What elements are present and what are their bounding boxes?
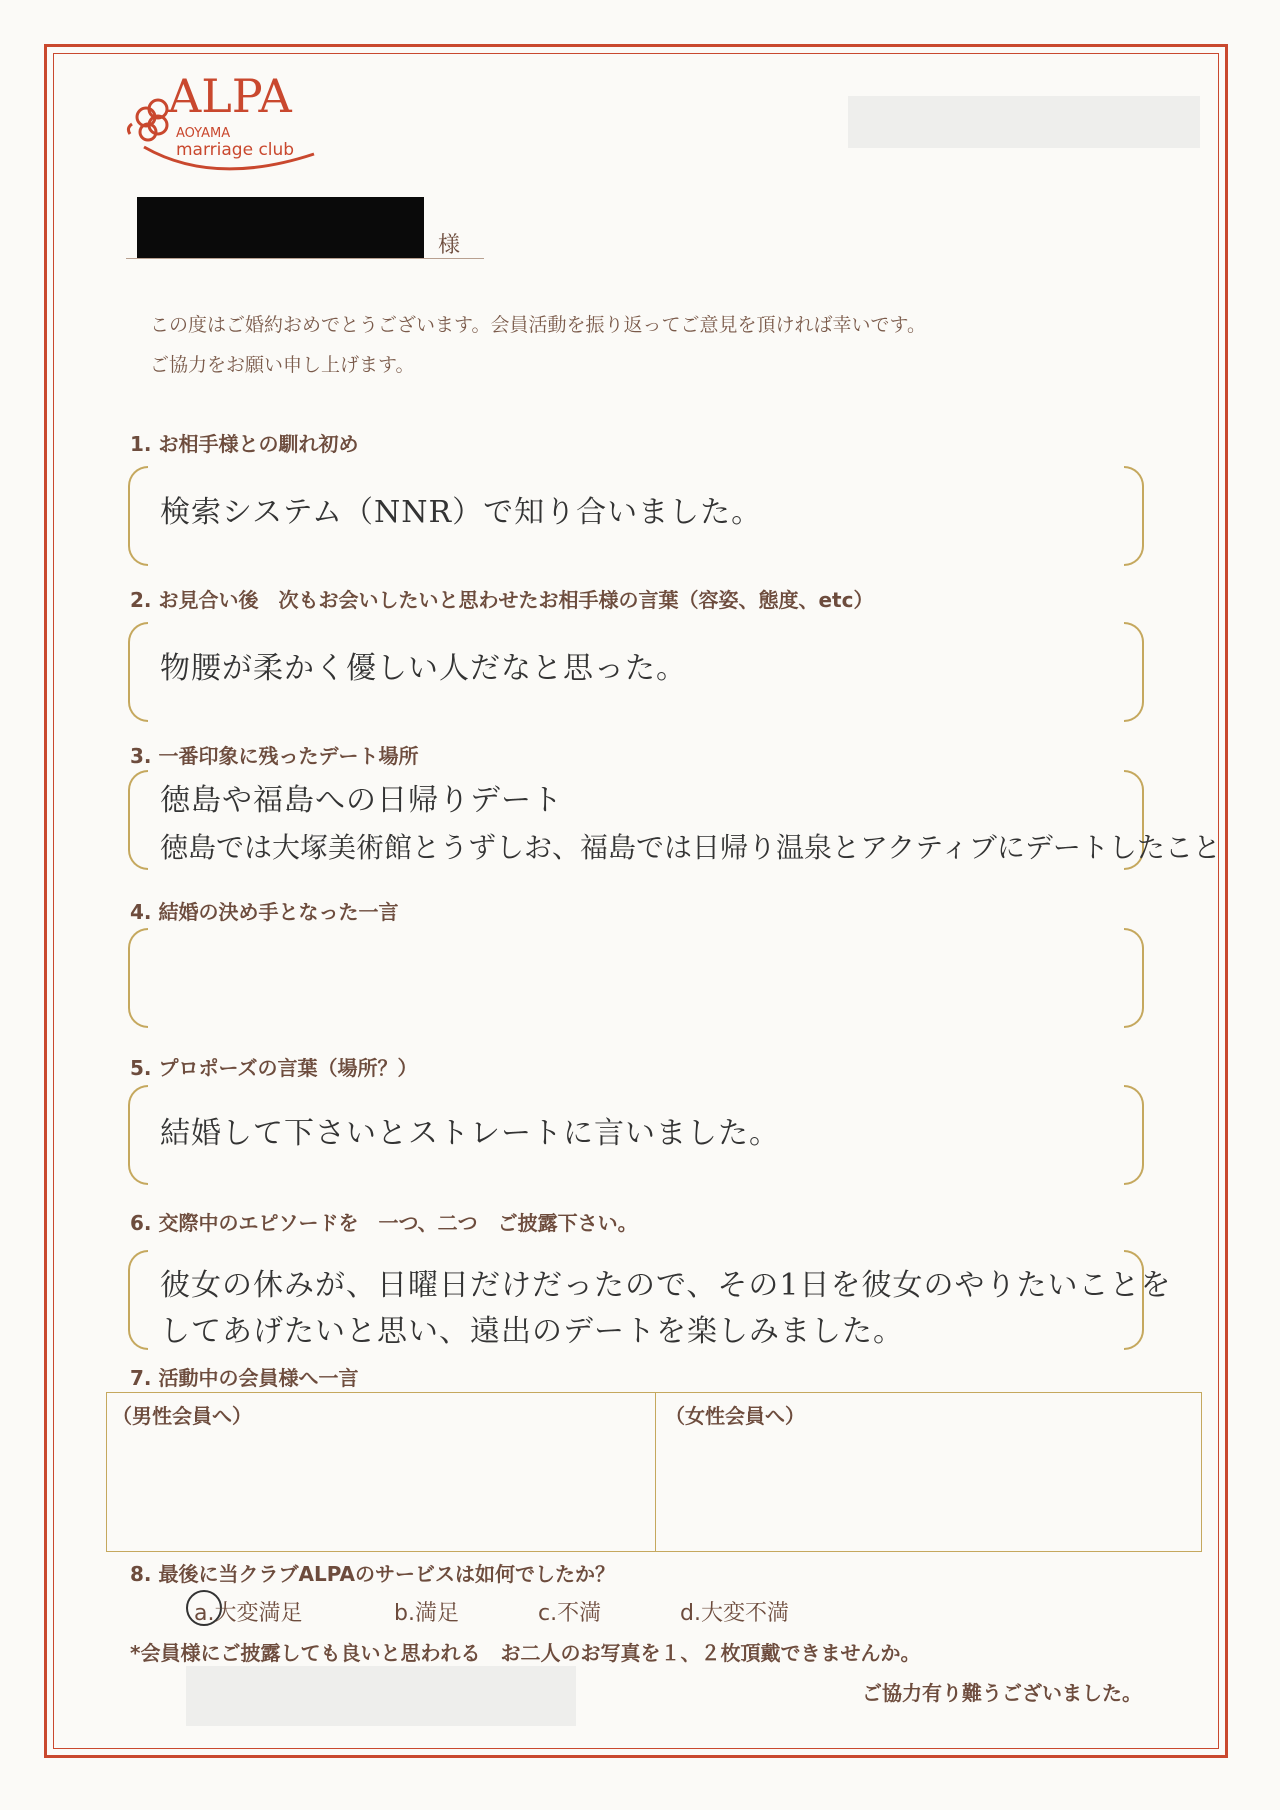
answer-6-bracket-left <box>128 1250 148 1350</box>
thanks-text: ご協力有り難うございました。 <box>862 1681 1142 1705</box>
alpa-logo <box>124 62 324 182</box>
answer-3-bracket-left <box>128 770 148 870</box>
answer-1-bracket-right <box>1124 466 1144 566</box>
option-c[interactable]: c.不満 <box>538 1601 602 1626</box>
logo-sub1: AOYAMA <box>176 126 231 141</box>
answer-2-line-1: 物腰が柔かく優しい人だなと思った。 <box>160 651 687 686</box>
female-members-label: （女性会員へ） <box>665 1404 805 1428</box>
question-6-label: 6. 交際中のエピソードを 一つ、二つ ご披露下さい。 <box>130 1211 638 1235</box>
male-members-label: （男性会員へ） <box>112 1404 252 1428</box>
clover-icon <box>128 100 167 140</box>
message-box <box>106 1392 1202 1552</box>
question-5-label: 5. プロポーズの言葉（場所？） <box>130 1056 418 1080</box>
redaction-bottom <box>186 1666 576 1726</box>
photo-request-note: *会員様にご披露しても良いと思われる お二人のお写真を１、２枚頂戴できませんか。 <box>130 1641 921 1665</box>
question-3-label: 3. 一番印象に残ったデート場所 <box>130 744 419 768</box>
answer-3-line-1: 徳島や福島への日帰りデート <box>160 783 563 818</box>
answer-6-line-1: 彼女の休みが、日曜日だけだったので、その1日を彼女のやりたいことを <box>160 1268 1172 1303</box>
answer-3-line-2: 徳島では大塚美術館とうずしお、福島では日帰り温泉とアクティブにデートしたこと <box>160 831 1221 864</box>
answer-1-bracket-left <box>128 466 148 566</box>
answer-1-line-1: 検索システム（NNR）で知り合いました。 <box>160 495 763 530</box>
honorific-sama: 様 <box>438 233 461 258</box>
answer-5-line-1: 結婚して下さいとストレートに言いました。 <box>160 1116 780 1151</box>
answer-5-bracket-right <box>1124 1085 1144 1185</box>
logo-brand: ALPA <box>168 69 292 123</box>
redaction-top-right <box>848 96 1200 148</box>
question-1-label: 1. お相手様との馴れ初め <box>130 432 359 456</box>
answer-5-bracket-left <box>128 1085 148 1185</box>
option-d[interactable]: d.大変不満 <box>680 1601 789 1626</box>
question-7-label: 7. 活動中の会員様へ一言 <box>130 1366 359 1390</box>
answer-2-bracket-right <box>1124 622 1144 722</box>
question-4-label: 4. 結婚の決め手となった一言 <box>130 900 399 924</box>
answer-4-bracket-right <box>1124 928 1144 1028</box>
option-b[interactable]: b.満足 <box>394 1601 459 1626</box>
answer-2-bracket-left <box>128 622 148 722</box>
intro-line-1: この度はご婚約おめでとうございます。会員活動を振り返ってご意見を頂ければ幸いです。 <box>150 314 926 336</box>
answer-4-bracket-left <box>128 928 148 1028</box>
name-underline <box>126 258 484 259</box>
question-2-label: 2. お見合い後 次もお会いしたいと思わせたお相手様の言葉（容姿、態度、etc） <box>130 588 874 612</box>
redacted-name <box>137 197 424 259</box>
intro-line-2: ご協力をお願い申し上げます。 <box>150 354 415 376</box>
message-box-divider <box>655 1392 656 1552</box>
question-8-label: 8. 最後に当クラブALPAのサービスは如何でしたか？ <box>130 1562 615 1586</box>
option-a[interactable]: a.大変満足 <box>194 1601 303 1626</box>
answer-6-line-2: してあげたいと思い、遠出のデートを楽しみました。 <box>160 1314 904 1349</box>
logo-sub2: marriage club <box>176 140 295 160</box>
